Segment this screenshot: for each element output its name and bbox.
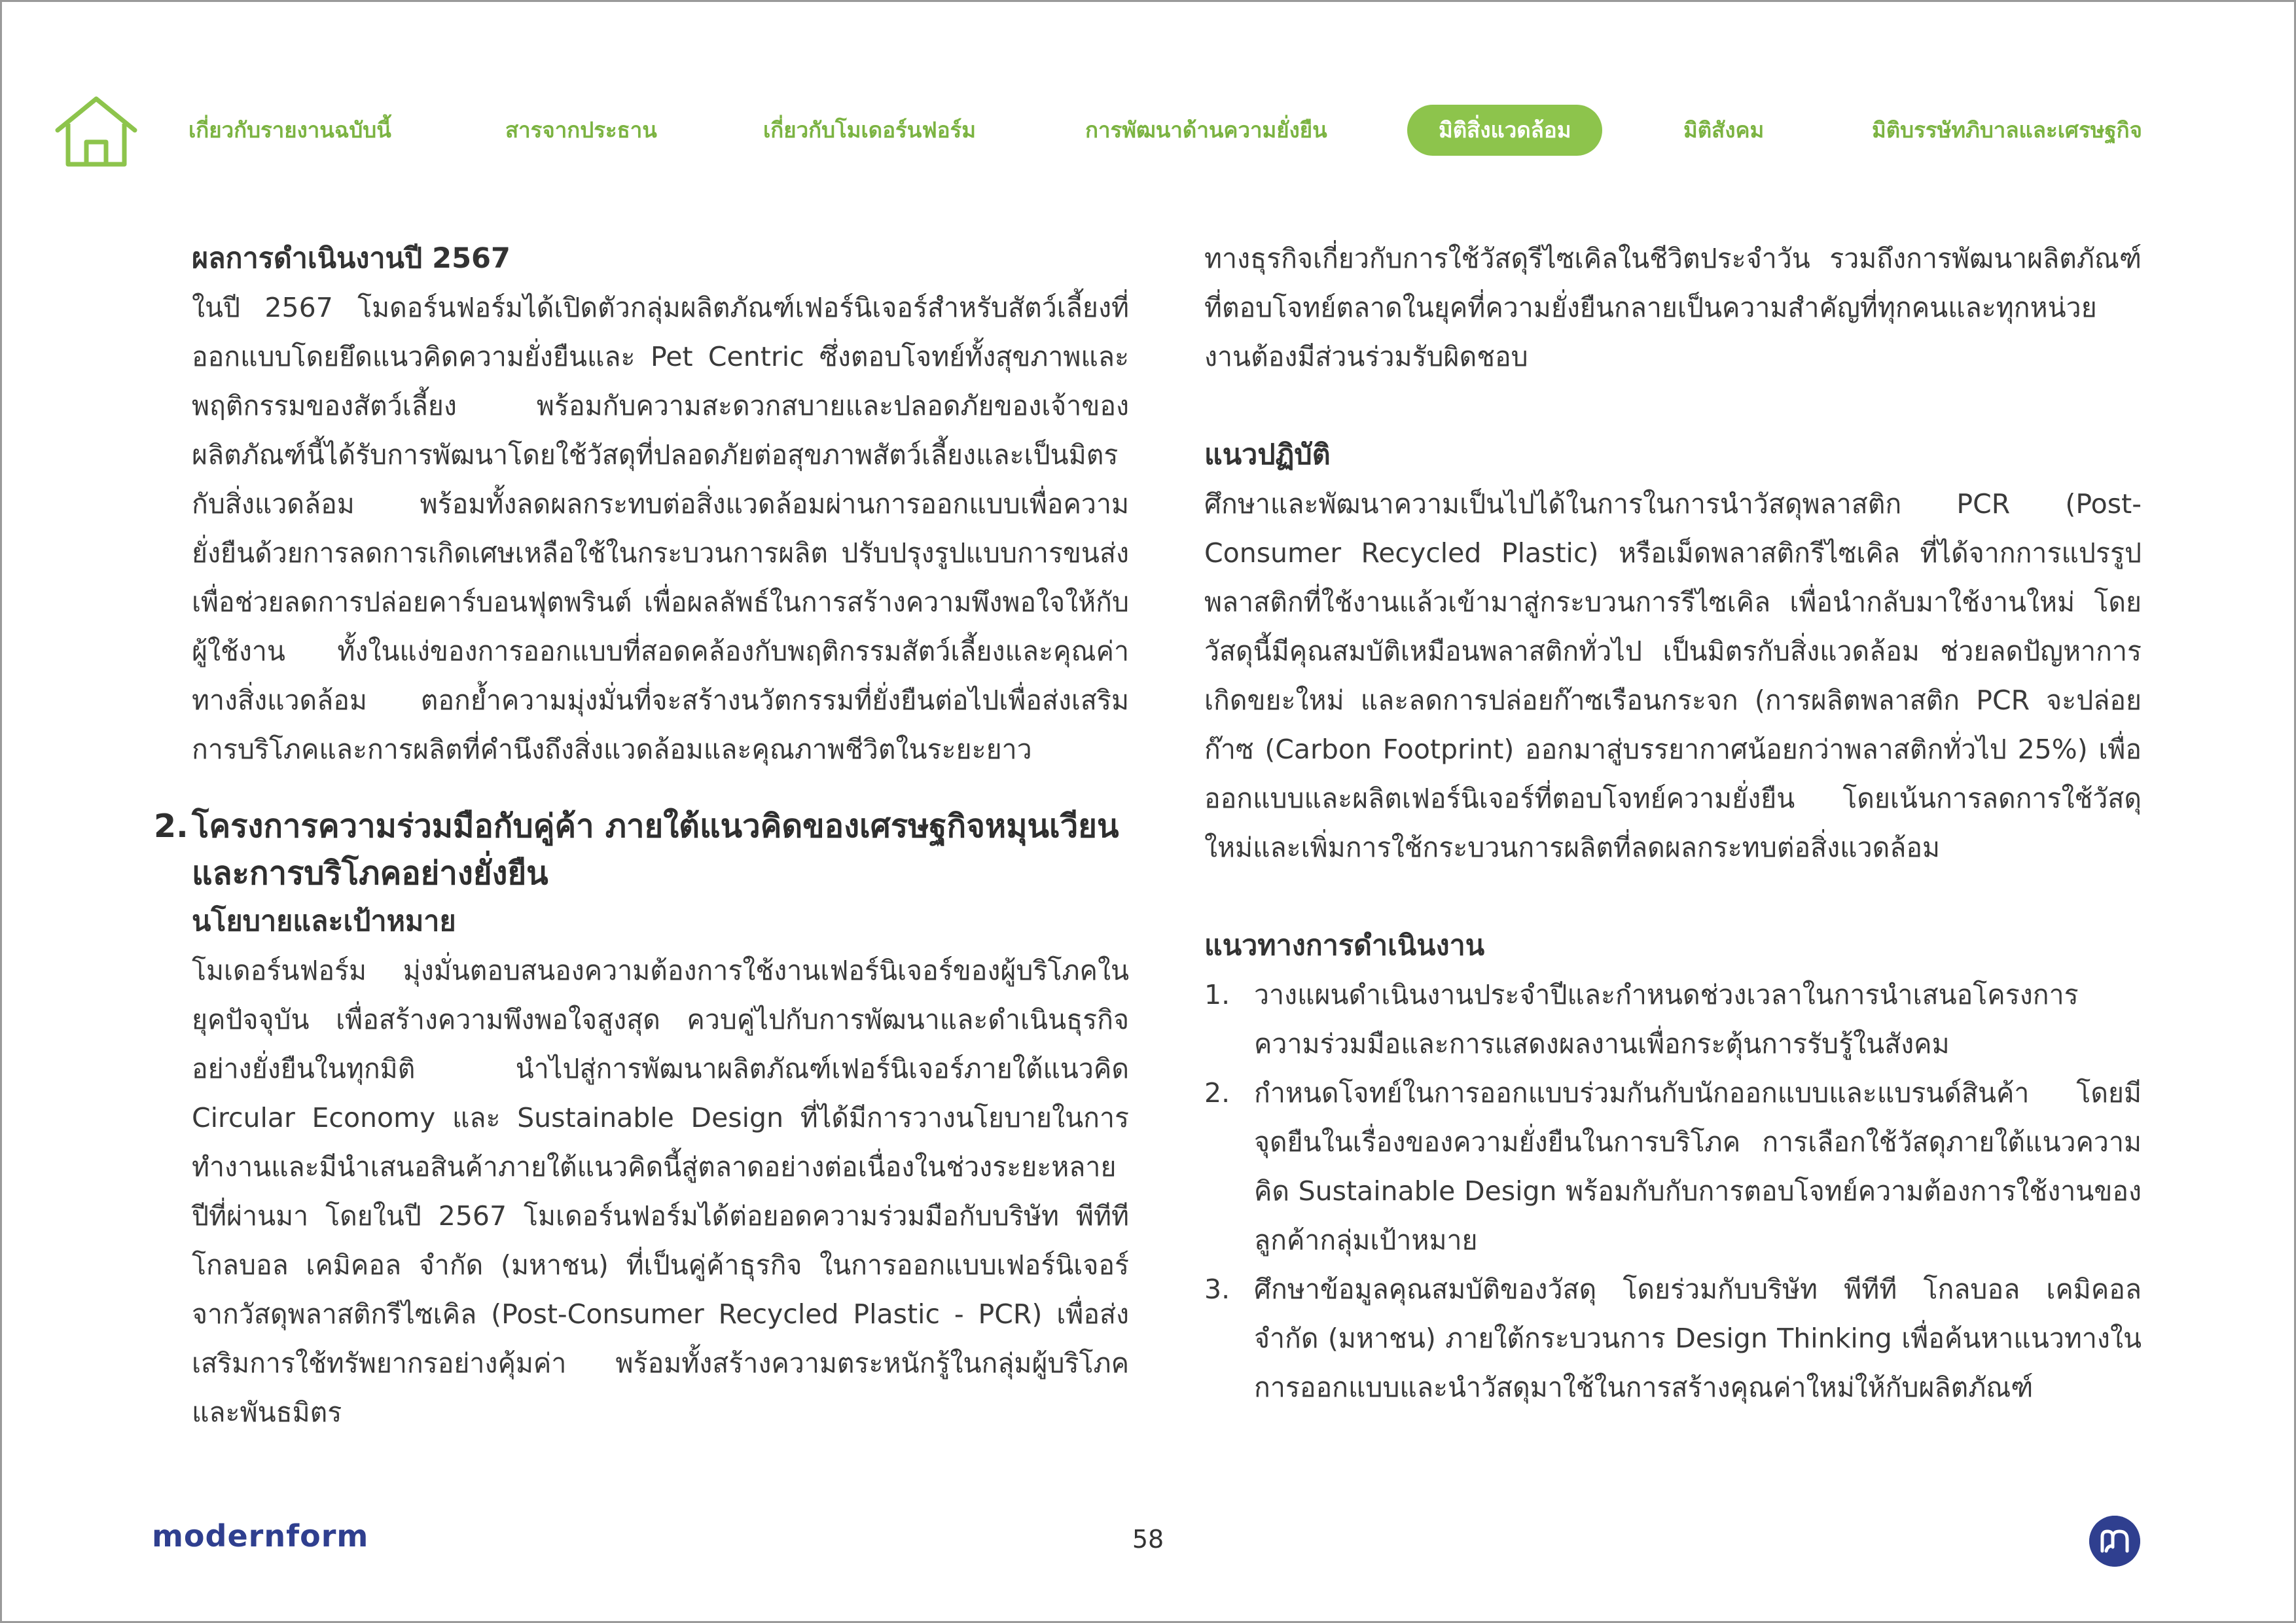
approach-list bbox=[1204, 971, 2142, 1412]
section-title: โครงการความร่วมมือกับคู่ค้า ภายใต้แนวคิดของเศรษฐกิจหมุนเวียนและการบริโภคอย่างยั่งยืน bbox=[192, 808, 1119, 892]
list-item bbox=[1204, 971, 2142, 1069]
practice-heading: แนวปฏิบัติ bbox=[1204, 438, 1331, 471]
list-item-text: วางแผนดำเนินงานประจำปีและกำหนดช่วงเวลาในการนำเสนอโครงการความร่วมมือและการแสดงผลงานเพื่อกระตุ้นการรับรู้ในสังคม bbox=[1254, 979, 2079, 1060]
brand-logo-text: modernform bbox=[152, 1518, 369, 1554]
continuation-paragraph: ทางธุรกิจเกี่ยวกับการใช้วัสดุรีไซเคิลในชีวิตประจำวัน รวมถึงการพัฒนาผลิตภัณฑ์ที่ตอบโจทย์ตลาดในยุคที่ความยั่งยืนกลายเป็นความสำคัญที่ทุกคนและทุกหน่วยงานต้องมีส่วนร่วมรับผิดชอบ bbox=[1204, 243, 2142, 372]
list-item-number: 3. bbox=[1204, 1274, 1230, 1305]
nav-environment[interactable]: มิติสิ่งแวดล้อม bbox=[1407, 105, 1602, 156]
approach-heading: แนวทางการดำเนินงาน bbox=[1204, 929, 1485, 962]
policy-body: โมเดอร์นฟอร์ม มุ่งมั่นตอบสนองความต้องการใช้งานเฟอร์นิเจอร์ของผู้บริโภคในยุคปัจจุบัน เพื่อสร้างความพึงพอใจสูงสุด ควบคู่ไปกับการพัฒนาและดำเนินธุรกิจอย่างยั่งยืนในทุกมิติ นำไปสู่การพัฒนาผลิตภัณฑ์เฟอร์นิเจอร์ภายใต้แนวคิด Circular Economy และ Sustainable Design ที่ได้มีการวางนโยบายในการทำงานและมีนำเสนอสินค้าภายใต้แนวคิดนี้สู่ตลาดอย่างต่อเนื่องในช่วงระยะหลายปีที่ผ่านมา โดยในปี 2567 โมเดอร์นฟอร์มได้ต่อยอดความร่วมมือกับบริษัท พีทีที โกลบอล เคมิคอล จำกัด (มหาชน) ที่เป็นคู่ค้าธุรกิจ ในการออกแบบเฟอร์นิเจอร์จากวัสดุพลาสติกรีไซเคิล (Post-Consumer Recycled Plastic - PCR) เพื่อส่งเสริมการใช้ทรัพยากรอย่างคุ้มค่า พร้อมทั้งสร้างความตระหนักรู้ในกลุ่มผู้บริโภคและพันธมิตร bbox=[192, 955, 1129, 1428]
list-item bbox=[1204, 1265, 2142, 1412]
nav-sustainability-development[interactable]: การพัฒนาด้านความยั่งยืน bbox=[1085, 117, 1327, 143]
nav-about-report[interactable]: เกี่ยวกับรายงานฉบับนี้ bbox=[188, 117, 391, 143]
list-item-text: ศึกษาข้อมูลคุณสมบัติของวัสดุ โดยร่วมกับบริษัท พีทีที โกลบอล เคมิคอล จำกัด (มหาชน) ภายใต้กระบวนการ Design Thinking เพื่อค้นหาแนวทางในการออกแบบและนำวัสดุมาใช้ในการสร้างคุณค่าใหม่ให้กับผลิตภัณฑ์ bbox=[1254, 1274, 2142, 1403]
left-column bbox=[154, 234, 1129, 1437]
nav-about-modernform[interactable]: เกี่ยวกับโมเดอร์นฟอร์ม bbox=[763, 117, 977, 143]
nav-chairman-message[interactable]: สารจากประธาน bbox=[505, 117, 657, 143]
list-item bbox=[1204, 1069, 2142, 1265]
practice-body: ศึกษาและพัฒนาความเป็นไปได้ในการในการนำวัสดุพลาสติก PCR (Post-Consumer Recycled Plastic) หรือเม็ดพลาสติกรีไซเคิล ที่ได้จากการแปรรูปพลาสติกที่ใช้งานแล้วเข้ามาสู่กระบวนการรีไซเคิล เพื่อนำกลับมาใช้งานใหม่ โดยวัสดุนี้มีคุณสมบัติเหมือนพลาสติกทั่วไป เป็นมิตรกับสิ่งแวดล้อม ช่วยลดปัญหาการเกิดขยะใหม่ และลดการปล่อยก๊าซเรือนกระจก (การผลิตพลาสติก PCR จะปล่อยก๊าซ (Carbon Footprint) ออกมาสู่บรรยากาศน้อยกว่าพลาสติกทั่วไป 25%) เพื่อออกแบบและผลิตเฟอร์นิเจอร์ที่ตอบโจทย์ความยั่งยืน โดยเน้นการลดการใช้วัสดุใหม่และเพิ่มการใช้กระบวนการผลิตที่ลดผลกระทบต่อสิ่งแวดล้อม bbox=[1204, 488, 2142, 863]
section-2-heading bbox=[154, 803, 1129, 897]
page-number: 58 bbox=[1132, 1525, 1164, 1554]
top-navigation bbox=[0, 105, 2296, 156]
section-number: 2. bbox=[154, 808, 188, 845]
results-body: ในปี 2567 โมดอร์นฟอร์มได้เปิดตัวกลุ่มผลิตภัณฑ์เฟอร์นิเจอร์สำหรับสัตว์เลี้ยงที่ออกแบบโดยยึดแนวคิดความยั่งยืนและ Pet Centric ซึ่งตอบโจทย์ทั้งสุขภาพและพฤติกรรมของสัตว์เลี้ยง พร้อมกับความสะดวกสบายและปลอดภัยของเจ้าของ ผลิตภัณฑ์นี้ได้รับการพัฒนาโดยใช้วัสดุที่ปลอดภัยต่อสุขภาพสัตว์เลี้ยงและเป็นมิตรกับสิ่งแวดล้อม พร้อมทั้งลดผลกระทบต่อสิ่งแวดล้อมผ่านการออกแบบเพื่อความยั่งยืนด้วยการลดการเกิดเศษเหลือใช้ในกระบวนการผลิต ปรับปรุงรูปแบบการขนส่งเพื่อช่วยลดการปล่อยคาร์บอนฟุตพรินต์ เพื่อผลลัพธ์ในการสร้างความพึงพอใจให้กับผู้ใช้งาน ทั้งในแง่ของการออกแบบที่สอดคล้องกับพฤติกรรมสัตว์เลี้ยงและคุณค่าทางสิ่งแวดล้อม ตอกย้ำความมุ่งมั่นที่จะสร้างนวัตกรรมที่ยั่งยืนต่อไปเพื่อส่งเสริมการบริโภคและการผลิตที่คำนึงถึงสิ่งแวดล้อมและคุณภาพชีวิตในระยะยาว bbox=[192, 292, 1129, 765]
nav-governance-economy[interactable]: มิติบรรษัทภิบาลและเศรษฐกิจ bbox=[1872, 117, 2142, 143]
list-item-text: กำหนดโจทย์ในการออกแบบร่วมกันกับนักออกแบบและแบรนด์สินค้า โดยมีจุดยืนในเรื่องของความยั่งยืนในการบริโภค การเลือกใช้วัสดุภายใต้แนวความคิด Sustainable Design พร้อมกับกับการตอบโจทย์ความต้องการใช้งานของลูกค้ากลุ่มเป้าหมาย bbox=[1254, 1077, 2142, 1256]
right-column bbox=[1204, 234, 2142, 1412]
list-item-number: 2. bbox=[1204, 1077, 1230, 1109]
modernform-logo-icon[interactable] bbox=[2089, 1516, 2140, 1567]
nav-social[interactable]: มิติสังคม bbox=[1683, 117, 1765, 143]
policy-heading: นโยบายและเป้าหมาย bbox=[192, 905, 456, 938]
results-heading: ผลการดำเนินงานปี 2567 bbox=[192, 242, 511, 275]
list-item-number: 1. bbox=[1204, 979, 1230, 1010]
